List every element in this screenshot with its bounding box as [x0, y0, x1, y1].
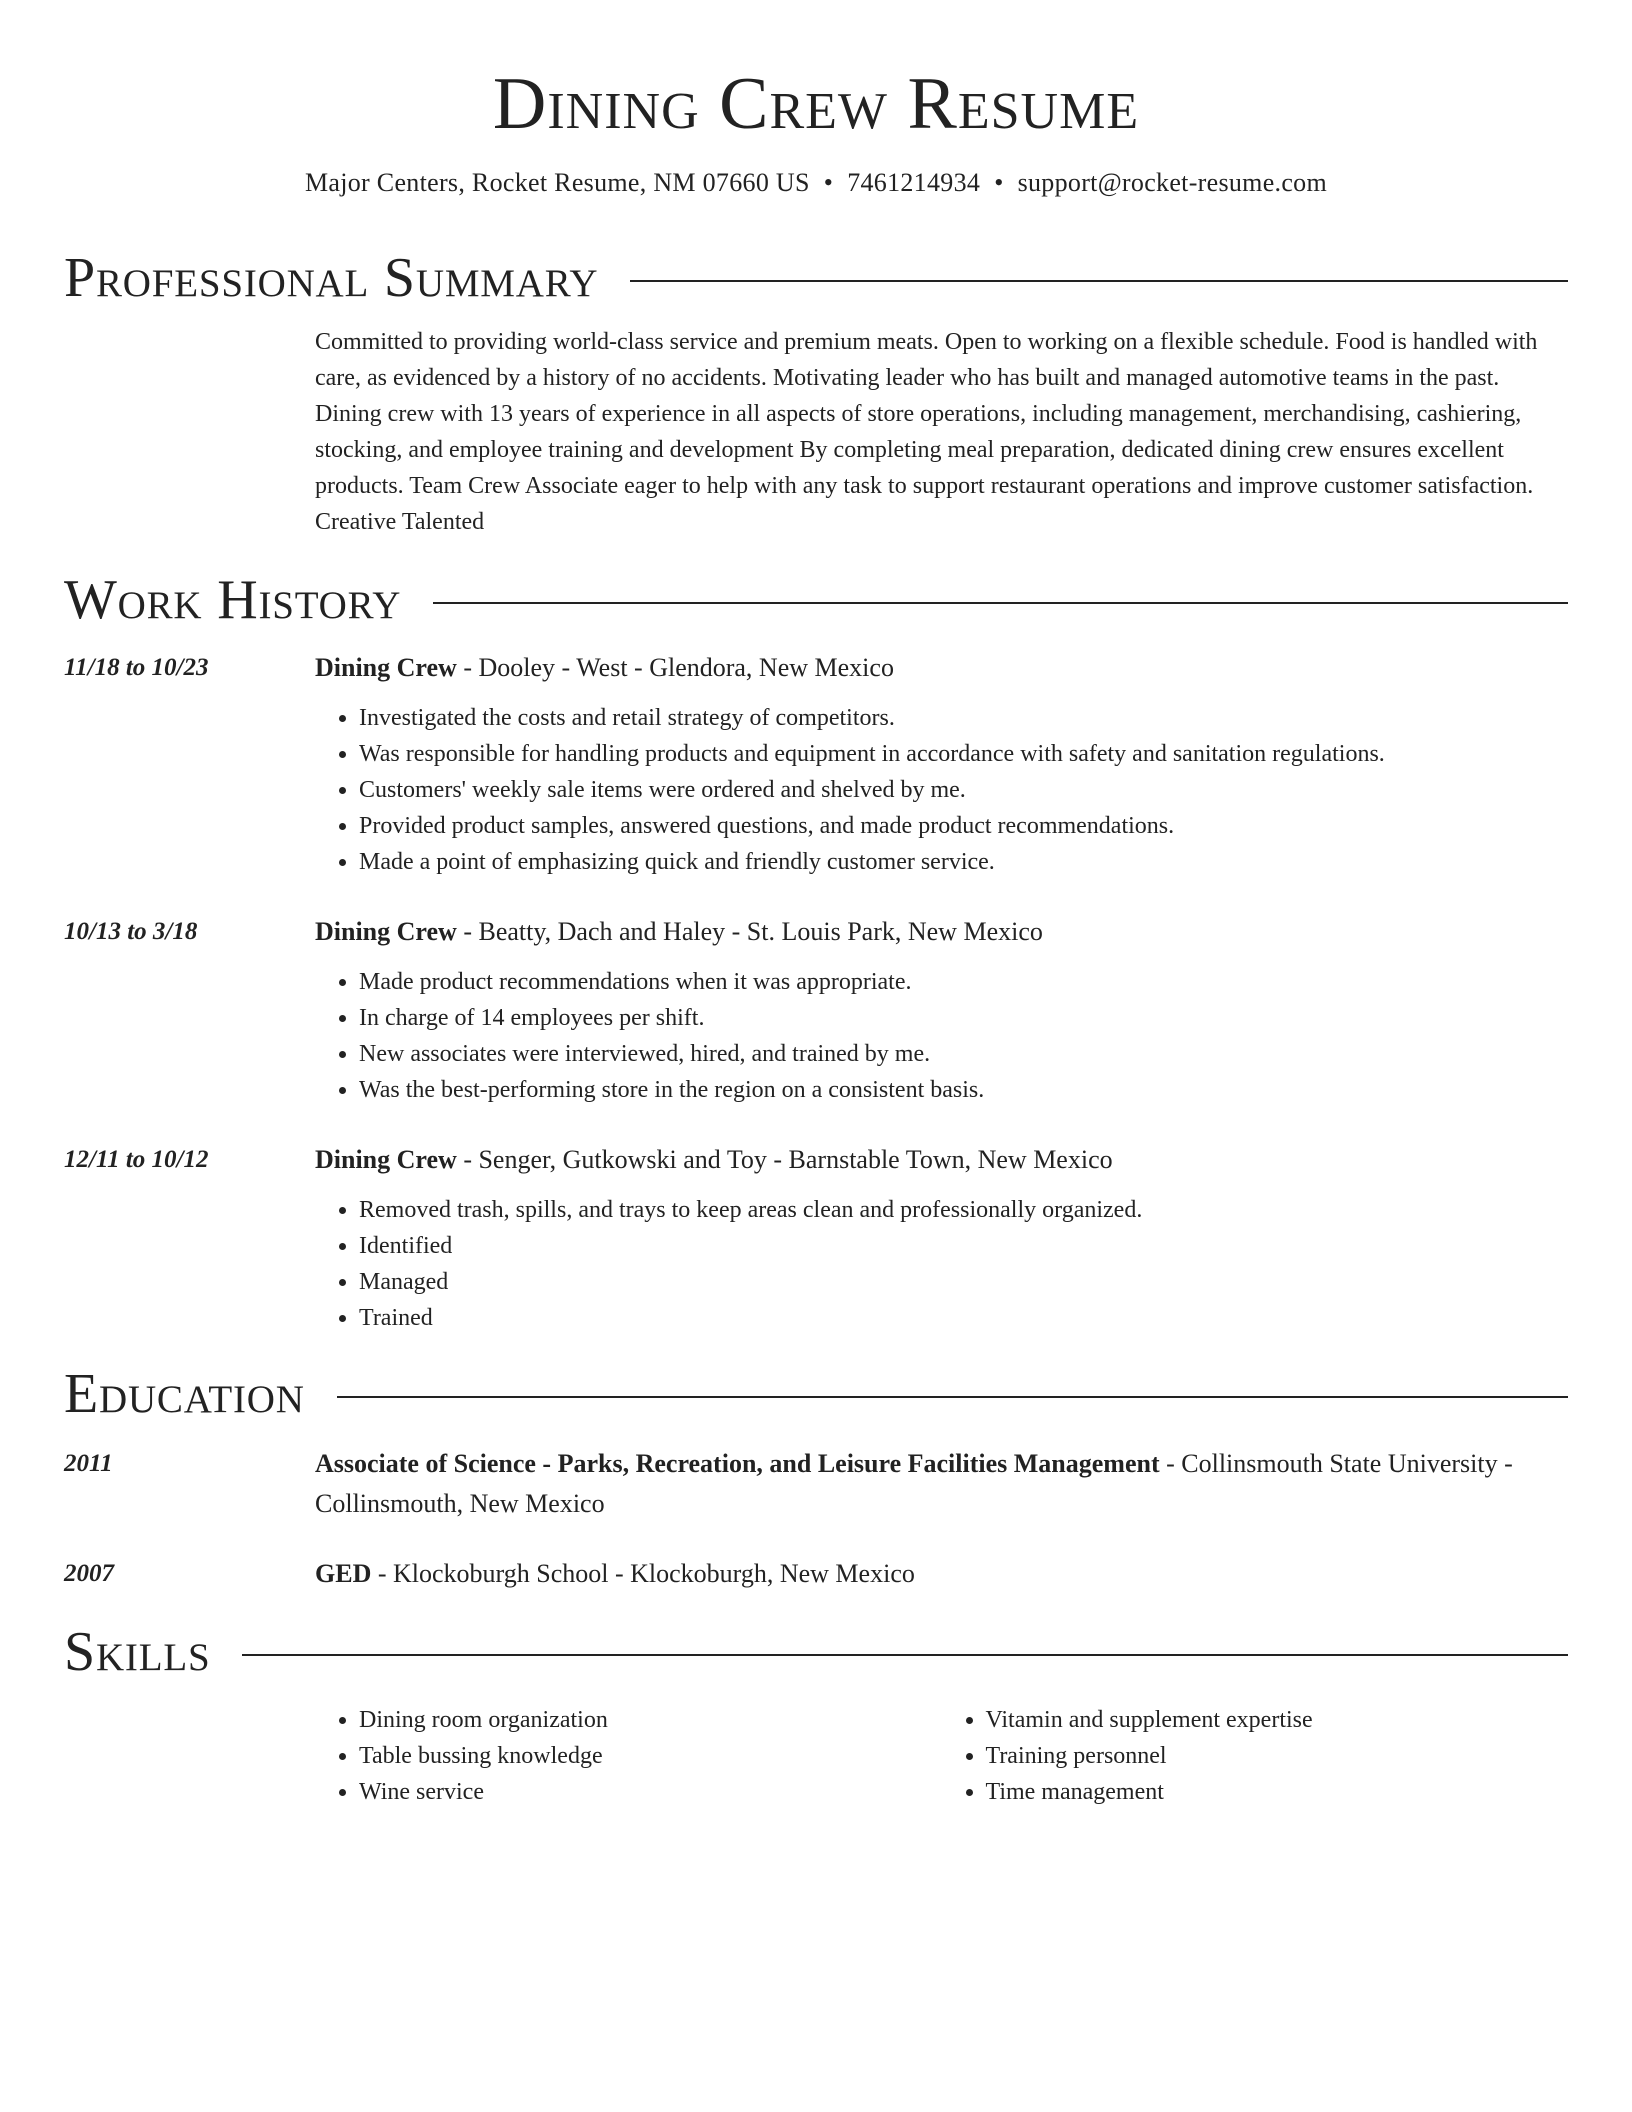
- education-line: [315, 1444, 1568, 1524]
- skills-column-left: [315, 1702, 942, 1810]
- education-entry: [64, 1554, 1568, 1594]
- contact-line: [64, 166, 1568, 200]
- summary-text: Committed to providing world-class service and premium meats. Open to working on a flexible schedule. Food is handled with care, as evidenced by a history of no accidents. Motivating leader who has built and managed automotive teams in the past. Dining crew with 13 years of experience in all aspects of store operations, including management, merchandising, cashiering, stocking, and employee training and development By completing meal preparation, dedicated dining crew ensures excellent products. Team Crew Associate eager to help with any task to support restaurant operations and improve customer satisfaction. Creative Talented: [315, 329, 1538, 535]
- education-year: 2007: [64, 1560, 114, 1587]
- job-role: Dining Crew: [315, 917, 457, 946]
- contact-separator: •: [823, 168, 834, 197]
- section-divider: [630, 280, 1568, 282]
- list-item: • Table bussing knowledge: [359, 1738, 942, 1774]
- skills-column-right: [942, 1702, 1569, 1810]
- list-item: • Provided product samples, answered questions, and made product recommendations.: [359, 808, 1568, 844]
- summary-section-title: Professional Summary: [64, 247, 599, 309]
- list-item: • Made a point of emphasizing quick and friendly customer service.: [359, 844, 1568, 880]
- list-item: • Customers' weekly sale items were ordered and shelved by me.: [359, 772, 1568, 808]
- work-content: [315, 648, 1568, 880]
- job-details: - Beatty, Dach and Haley - St. Louis Park, New Mexico: [456, 917, 1043, 946]
- list-item: • Made product recommendations when it was appropriate.: [359, 964, 1568, 1000]
- list-item: • Was the best-performing store in the region on a consistent basis.: [359, 1072, 1568, 1108]
- education-line: [315, 1554, 1568, 1594]
- job-details: - Senger, Gutkowski and Toy - Barnstable Town, New Mexico: [456, 1145, 1113, 1174]
- list-item: • Managed: [359, 1264, 1568, 1300]
- job-bullets: [315, 700, 1568, 880]
- list-item: • In charge of 14 employees per shift.: [359, 1000, 1568, 1036]
- education-degree: Associate of Science - Parks, Recreation, and Leisure Facilities Management: [315, 1449, 1160, 1478]
- list-item: • Investigated the costs and retail strategy of competitors.: [359, 700, 1568, 736]
- contact-phone: 7461214934: [847, 168, 981, 197]
- contact-email: support@rocket-resume.com: [1017, 168, 1328, 197]
- skills-section-title: Skills: [64, 1621, 211, 1683]
- work-entry: [64, 1140, 1568, 1336]
- list-item: • Trained: [359, 1300, 1568, 1336]
- education-section-title: Education: [64, 1363, 305, 1425]
- job-bullets: [315, 1192, 1568, 1336]
- education-section-header: [64, 1362, 1568, 1426]
- list-item: • Removed trash, spills, and trays to keep areas clean and professionally organized.: [359, 1192, 1568, 1228]
- resume-title: Dining Crew Resume: [492, 63, 1140, 145]
- list-item: • Time management: [986, 1774, 1569, 1810]
- education-details: - Klockoburgh School - Klockoburgh, New Mexico: [371, 1559, 915, 1588]
- work-section-title: Work History: [64, 569, 402, 631]
- skills-list: [315, 1702, 1568, 1810]
- job-bullets: [315, 964, 1568, 1108]
- job-role: Dining Crew: [315, 1145, 457, 1174]
- work-entry: [64, 912, 1568, 1108]
- work-content: [315, 912, 1568, 1108]
- education-entry: [64, 1444, 1568, 1524]
- contact-address: Major Centers, Rocket Resume, NM 07660 US: [304, 168, 810, 197]
- education-year: 2011: [64, 1450, 113, 1477]
- job-details: - Dooley - West - Glendora, New Mexico: [456, 653, 894, 682]
- list-item: • Vitamin and supplement expertise: [986, 1702, 1569, 1738]
- work-content: [315, 1140, 1568, 1336]
- work-entry: [64, 648, 1568, 880]
- job-role: Dining Crew: [315, 653, 457, 682]
- job-title-line: [315, 1140, 1568, 1180]
- work-dates: 11/18 to 10/23: [64, 654, 209, 681]
- list-item: • New associates were interviewed, hired, and trained by me.: [359, 1036, 1568, 1072]
- resume-page: [64, 0, 1568, 1810]
- work-dates: 12/11 to 10/12: [64, 1146, 209, 1173]
- job-title-line: [315, 912, 1568, 952]
- job-title-line: [315, 648, 1568, 688]
- summary-section-header: [64, 246, 1568, 310]
- list-item: • Was responsible for handling products and equipment in accordance with safety and sanitation regulations.: [359, 736, 1568, 772]
- section-divider: [242, 1654, 1568, 1656]
- list-item: • Identified: [359, 1228, 1568, 1264]
- skills-section-header: [64, 1620, 1568, 1684]
- list-item: • Training personnel: [986, 1738, 1569, 1774]
- work-dates: 10/13 to 3/18: [64, 918, 198, 945]
- list-item: • Dining room organization: [359, 1702, 942, 1738]
- list-item: • Wine service: [359, 1774, 942, 1810]
- education-details: - Collinsmouth State University - Collinsmouth, New Mexico: [315, 1449, 1513, 1518]
- contact-separator: •: [994, 168, 1004, 197]
- work-section-header: [64, 568, 1568, 632]
- section-divider: [337, 1396, 1568, 1398]
- section-divider: [433, 602, 1568, 604]
- education-degree: GED: [315, 1559, 372, 1588]
